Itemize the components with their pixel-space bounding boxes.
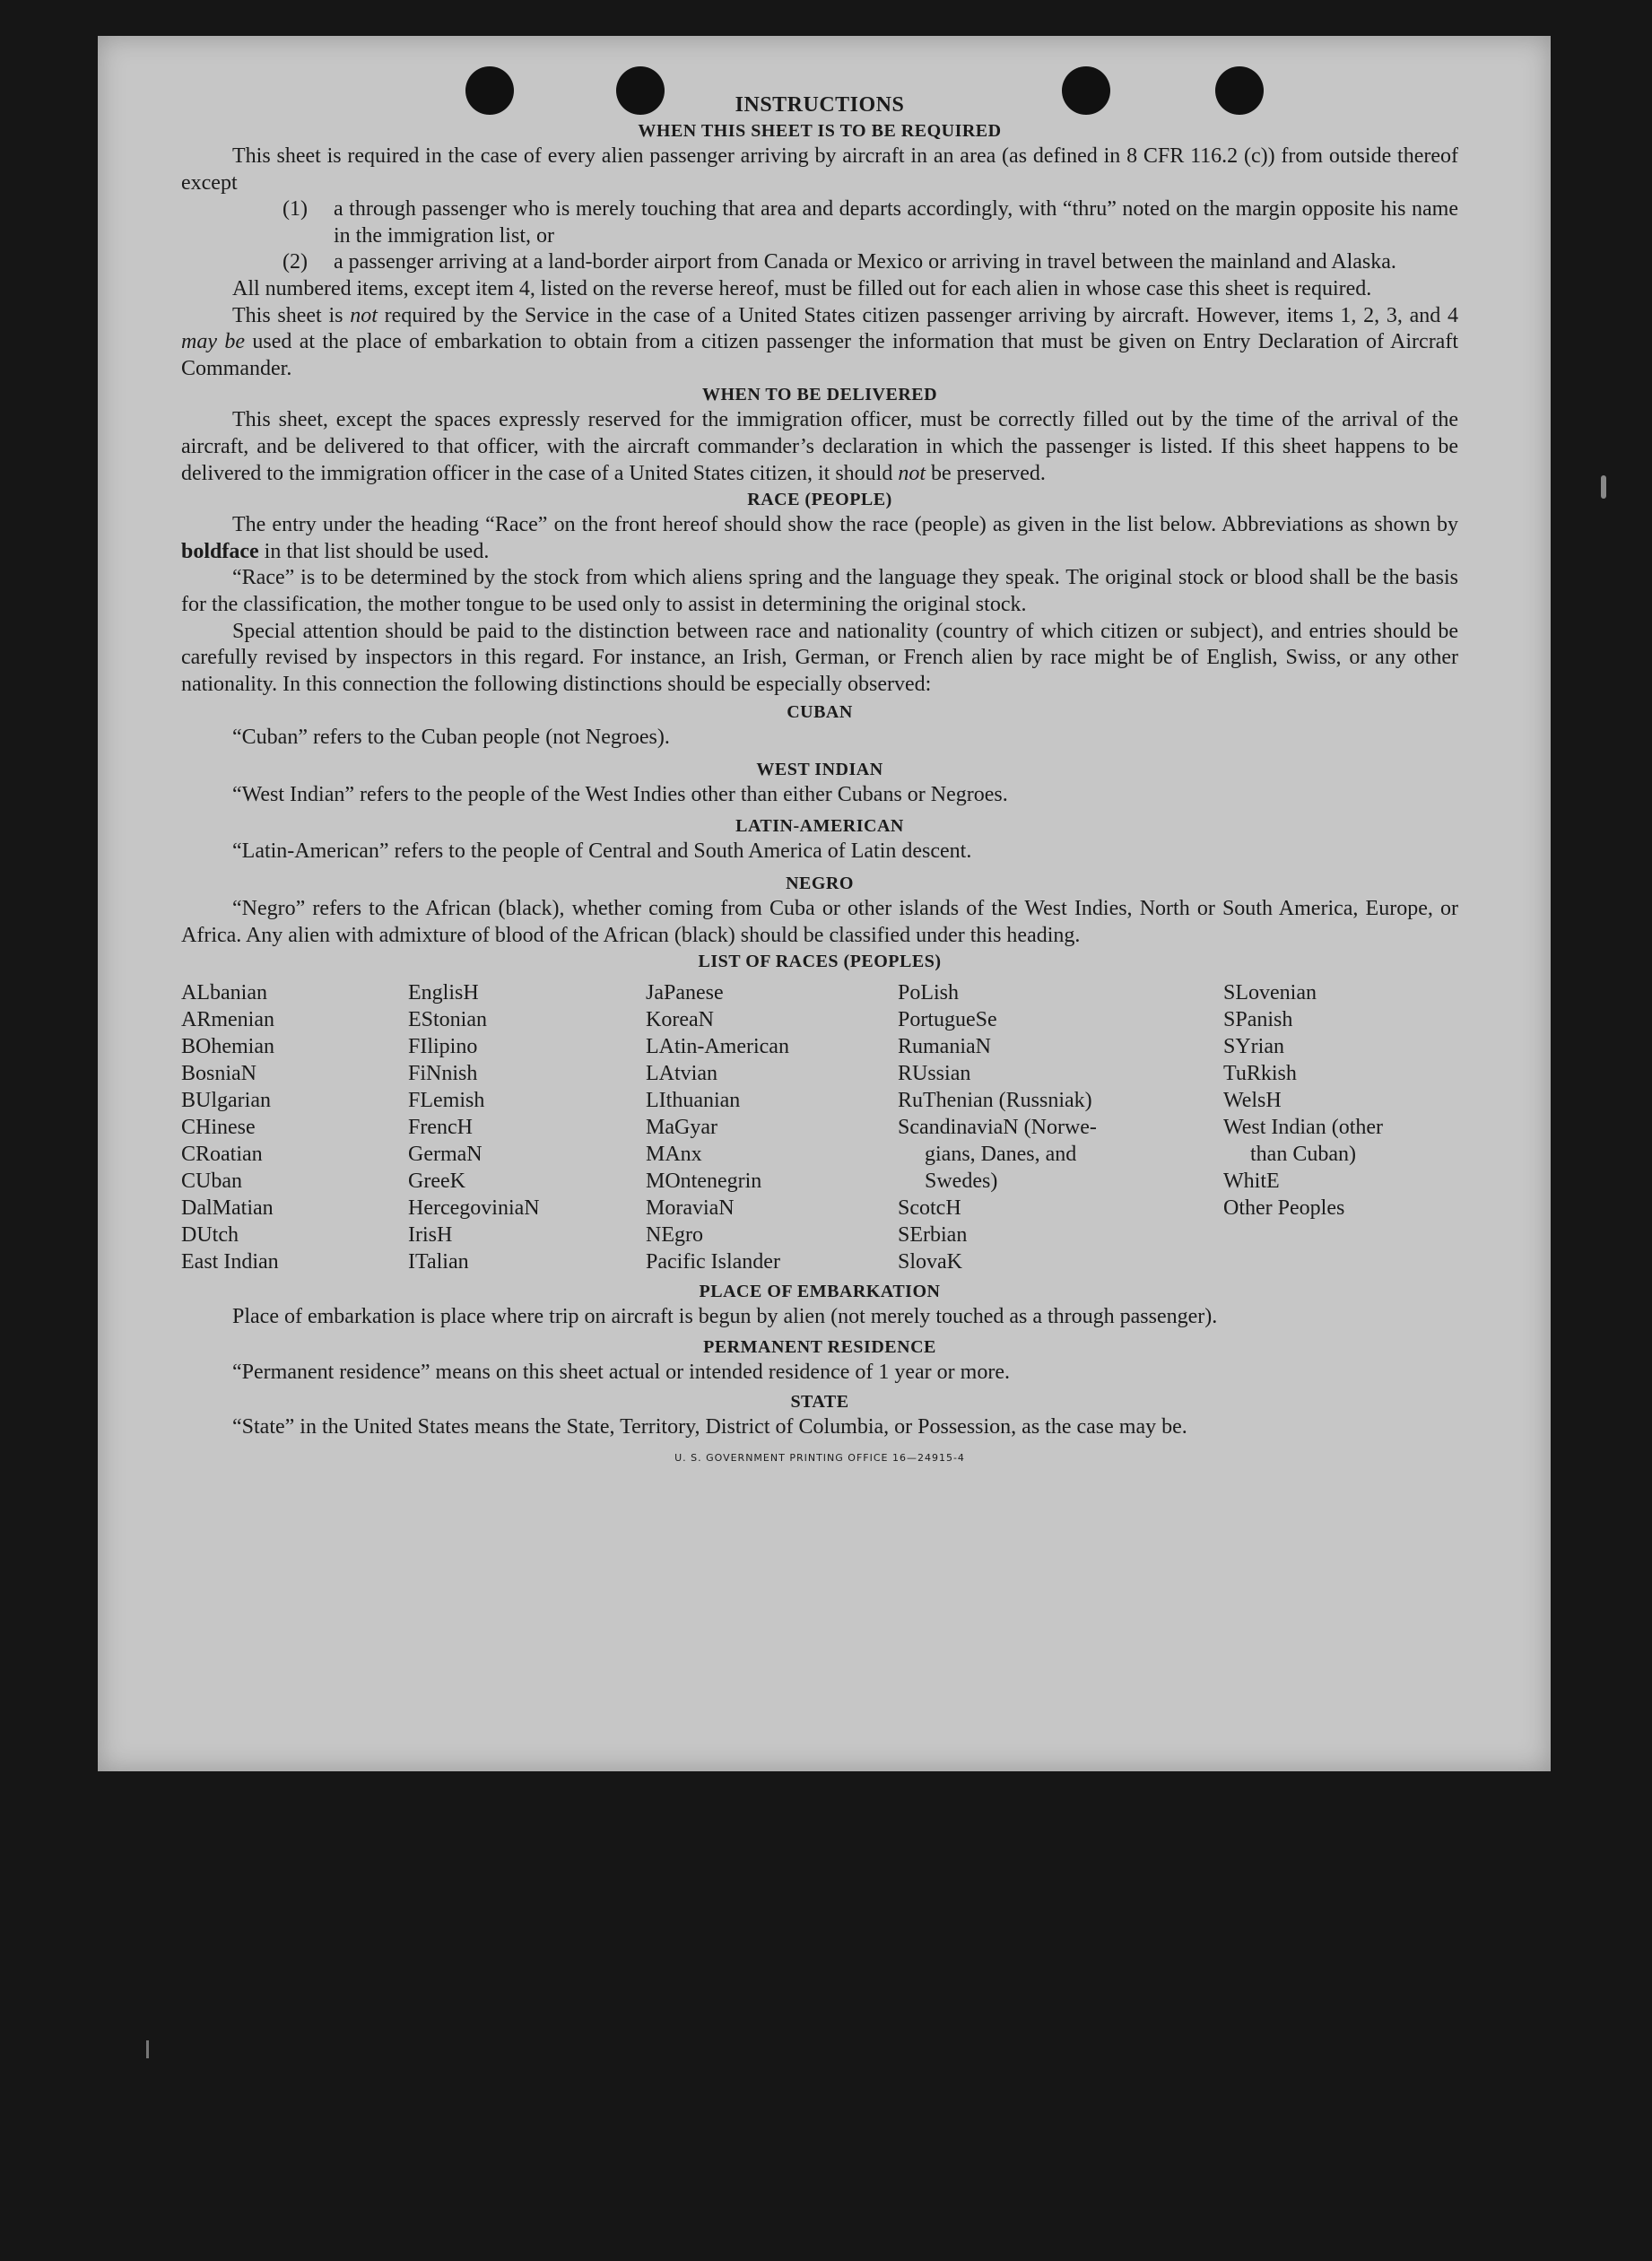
race-list-column-1: [181, 979, 408, 1275]
race-entry: MoraviaN: [646, 1196, 735, 1221]
race-entry: ALbanian: [181, 981, 267, 1005]
race-entry: MAnx: [646, 1143, 702, 1167]
race-entry: FLemish: [408, 1089, 485, 1113]
race-list-column-3: [646, 979, 898, 1275]
race-entry: West Indian (other: [1223, 1116, 1384, 1140]
section-heading-race: RACE (PEOPLE): [747, 490, 892, 510]
race-list-column-2: [408, 979, 646, 1275]
race-entry: LAtvian: [646, 1062, 717, 1086]
section-heading-embarkation: PLACE OF EMBARKATION: [699, 1282, 941, 1302]
race-entry-continued: Swedes): [925, 1170, 998, 1194]
race-entry: DalMatian: [181, 1196, 274, 1221]
paragraph-residence: “Permanent residence” means on this sheet actual or intended residence of 1 year or more.: [232, 1360, 1010, 1384]
race-entry: East Indian: [181, 1250, 279, 1274]
race-entry: FIlipino: [408, 1035, 478, 1059]
race-entry-continued: gians, Danes, and: [925, 1143, 1077, 1167]
paragraph-latin-american: “Latin-American” refers to the people of Central and South America of Latin descent.: [232, 839, 972, 864]
race-entry: GreeK: [408, 1170, 465, 1194]
race-entry: CRoatian: [181, 1143, 263, 1167]
section-heading-residence: PERMANENT RESIDENCE: [703, 1336, 936, 1357]
race-entry: SlovaK: [898, 1250, 962, 1274]
race-entry: LIthuanian: [646, 1089, 741, 1113]
race-entry: DUtch: [181, 1223, 239, 1248]
race-entry: ScandinaviaN (Norwe-: [898, 1116, 1097, 1140]
section-heading-race-list: LIST OF RACES (PEOPLES): [698, 952, 942, 972]
scan-speck: [1601, 475, 1606, 499]
paragraph-state: “State” in the United States means the State, Territory, District of Columbia, or Possession, as the case may be.: [232, 1415, 1187, 1439]
race-entry: WhitE: [1223, 1170, 1280, 1194]
race-entry: EnglisH: [408, 981, 479, 1005]
race-list: [181, 979, 1458, 1275]
race-entry: RUssian: [898, 1062, 971, 1086]
exception-text: a through passenger who is merely touching that area and departs accordingly, with “thru” noted on the margin opposite his name in the immigration list, or: [334, 197, 1458, 248]
race-entry: PortugueSe: [898, 1008, 997, 1032]
race-entry: Other Peoples: [1223, 1196, 1345, 1221]
race-entry: CHinese: [181, 1116, 256, 1140]
race-entry: SErbian: [898, 1223, 968, 1248]
paragraph-citizen: This sheet is not required by the Service in the case of a United States citizen passenger arriving by aircraft. However, items 1, 2, 3, and 4 may be used at the place of embarkation to obtain from a citizen passenger the information that must be given on Entry Declaration of Aircraft Commander.: [181, 303, 1458, 380]
section-heading-cuban: CUBAN: [787, 702, 853, 723]
race-entry: HercegoviniaN: [408, 1196, 540, 1221]
race-entry: CUban: [181, 1170, 242, 1194]
paragraph-embarkation: Place of embarkation is place where trip on aircraft is begun by alien (not merely touched as a through passenger).: [232, 1305, 1218, 1329]
paragraph-race-entry: The entry under the heading “Race” on the front hereof should show the race (people) as given in the list below. Abbreviations as shown by boldface in that list should be used.: [181, 513, 1458, 563]
race-entry: BUlgarian: [181, 1089, 271, 1113]
exception-number: (1): [283, 197, 308, 222]
paragraph-west-indian: “West Indian” refers to the people of the West Indies other than either Cubans or Negroes.: [232, 782, 1008, 806]
race-entry: JaPanese: [646, 981, 724, 1005]
paragraph-race-definition: “Race” is to be determined by the stock from which aliens spring and the language they speak. The original stock or blood shall be the basis for the classification, the mother tongue to be used only to assist in determining the original stock.: [181, 566, 1458, 616]
scan-speck: [146, 2040, 149, 2058]
race-entry: PoLish: [898, 981, 960, 1005]
race-entry: ScotcH: [898, 1196, 961, 1221]
race-entry-continued: than Cuban): [1250, 1143, 1356, 1167]
paragraph-delivered: This sheet, except the spaces expressly reserved for the immigration officer, must be correctly filled out by the time of the arrival of the aircraft, and be delivered to that officer, with the aircraft commander’s declaration in which the passenger is listed. If this sheet happens to be delivered to the immigration officer in the case of a United States citizen, it should not be preserved.: [181, 408, 1458, 485]
section-heading-required: WHEN THIS SHEET IS TO BE REQUIRED: [638, 121, 1002, 141]
race-entry: BOhemian: [181, 1035, 274, 1059]
printer-imprint: U. S. GOVERNMENT PRINTING OFFICE 16—24915-4: [674, 1452, 965, 1465]
race-entry: NEgro: [646, 1223, 703, 1248]
race-entry: GermaN: [408, 1143, 483, 1167]
paragraph-numbered-items: All numbered items, except item 4, listed on the reverse hereof, must be filled out for each alien in whose case this sheet is required.: [232, 276, 1372, 300]
race-entry: RuThenian (Russniak): [898, 1089, 1092, 1113]
exception-text: a passenger arriving at a land-border airport from Canada or Mexico or arriving in travel between the mainland and Alaska.: [334, 250, 1396, 274]
race-entry: WelsH: [1223, 1089, 1282, 1113]
race-entry: ARmenian: [181, 1008, 274, 1032]
race-entry: TuRkish: [1223, 1062, 1297, 1086]
exception-item-2: [283, 249, 1458, 276]
section-heading-west-indian: WEST INDIAN: [756, 759, 883, 779]
section-heading-negro: NEGRO: [786, 874, 854, 894]
paragraph-negro: “Negro” refers to the African (black), whether coming from Cuba or other islands of the West Indies, North or South America, Europe, or Africa. Any alien with admixture of blood of the African (black) should be classified under this heading.: [181, 897, 1458, 947]
race-entry: LAtin-American: [646, 1035, 789, 1059]
race-entry: RumaniaN: [898, 1035, 991, 1059]
exception-item-1: [283, 196, 1458, 249]
section-heading-delivered: WHEN TO BE DELIVERED: [701, 385, 938, 405]
race-entry: FrencH: [408, 1116, 473, 1140]
race-list-column-5: [1223, 979, 1458, 1275]
paragraph-cuban: “Cuban” refers to the Cuban people (not Negroes).: [232, 726, 670, 750]
race-entry: IrisH: [408, 1223, 453, 1248]
race-entry: MaGyar: [646, 1116, 717, 1140]
race-entry: SYrian: [1223, 1035, 1284, 1059]
section-heading-state: STATE: [790, 1392, 849, 1413]
paragraph-required: This sheet is required in the case of every alien passenger arriving by aircraft in an area (as defined in 8 CFR 116.2 (c)) from outside thereof except: [181, 144, 1458, 195]
race-entry: ITalian: [408, 1250, 469, 1274]
race-entry: SPanish: [1223, 1008, 1293, 1032]
page-title: INSTRUCTIONS: [735, 93, 905, 117]
race-entry: Pacific Islander: [646, 1250, 780, 1274]
race-entry: FiNnish: [408, 1062, 478, 1086]
paragraph-race-nationality: Special attention should be paid to the distinction between race and nationality (country of which citizen or subject), and entries should be carefully revised by inspectors in this regard. For instance, an Irish, German, or French alien by race might be of English, Swiss, or any other nationality. In this connection the following distinctions should be especially observed:: [181, 619, 1458, 696]
instructions-body: [181, 91, 1458, 1472]
race-entry: MOntenegrin: [646, 1170, 762, 1194]
race-entry: EStonian: [408, 1008, 487, 1032]
race-entry: SLovenian: [1223, 981, 1317, 1005]
race-list-column-4: [898, 979, 1223, 1275]
race-entry: BosniaN: [181, 1062, 256, 1086]
document-page: [98, 36, 1551, 1771]
race-entry: KoreaN: [646, 1008, 714, 1032]
exception-number: (2): [283, 250, 308, 274]
section-heading-latin-american: LATIN-AMERICAN: [735, 816, 904, 837]
